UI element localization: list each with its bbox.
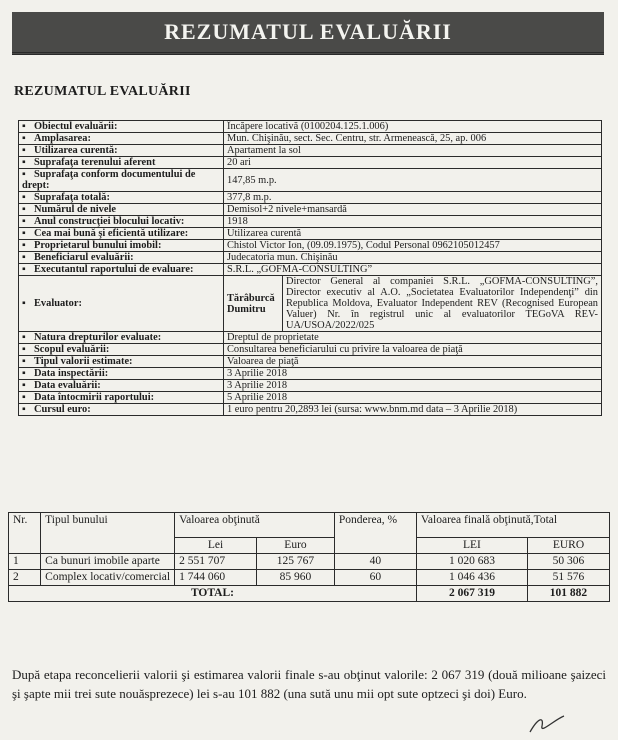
summary-row xyxy=(19,192,602,204)
summary-value: Consultarea beneficiarului cu privire la valoarea de piaţă xyxy=(224,344,602,356)
summary-key-label: Proprietarul bunului imobil: xyxy=(34,240,162,251)
summary-key xyxy=(19,216,224,228)
bullet-icon: ▪ xyxy=(22,145,26,156)
row-lei: 1 744 060 xyxy=(175,570,257,586)
summary-key-label: Data inspectării: xyxy=(34,368,109,379)
bullet-icon: ▪ xyxy=(22,392,26,403)
bullet-icon: ▪ xyxy=(22,264,26,275)
header-euro-final: EURO xyxy=(527,538,609,554)
summary-key xyxy=(19,276,224,332)
summary-row xyxy=(19,392,602,404)
header-tip: Tipul bunului xyxy=(41,513,175,554)
row-euro: 125 767 xyxy=(257,554,335,570)
summary-key xyxy=(19,368,224,380)
total-row xyxy=(9,586,610,602)
values-table xyxy=(8,512,610,602)
summary-key xyxy=(19,344,224,356)
evaluator-description: Director General al companiei S.R.L. „GOFMA-CONSULTING”, Director executiv al A.O. „Societatea Evaluatorilor Independenţi” din Republica Moldova, Evaluator Independent REV (Recognised European Valuer) Nr. în registrul unic al evaluatorilor TEGoVA REV-UA/USOA/2022/025 xyxy=(286,276,598,331)
summary-row xyxy=(19,264,602,276)
row-ponderea: 40 xyxy=(334,554,416,570)
summary-value: Demisol+2 nivele+mansardă xyxy=(224,204,602,216)
summary-value: 5 Aprilie 2018 xyxy=(224,392,602,404)
row-euro-final: 50 306 xyxy=(527,554,609,570)
bullet-icon: ▪ xyxy=(22,121,26,132)
summary-key xyxy=(19,204,224,216)
summary-key-label: Tipul valorii estimate: xyxy=(34,356,133,367)
section-heading: REZUMATUL EVALUĂRII xyxy=(14,84,191,99)
summary-row xyxy=(19,332,602,344)
summary-key xyxy=(19,228,224,240)
header-lei-final: LEI xyxy=(416,538,527,554)
summary-row xyxy=(19,169,602,192)
summary-key-label: Numărul de nivele xyxy=(34,204,116,215)
total-euro: 101 882 xyxy=(527,586,609,602)
summary-row xyxy=(19,344,602,356)
evaluator-key-label: Evaluator: xyxy=(34,298,82,309)
header-valoare: Valoarea obţinută xyxy=(175,513,335,538)
summary-value: 3 Aprilie 2018 xyxy=(224,380,602,392)
summary-value: 20 ari xyxy=(224,157,602,169)
summary-key xyxy=(19,380,224,392)
total-lei: 2 067 319 xyxy=(416,586,527,602)
summary-key-label: Suprafaţa totală: xyxy=(34,192,110,203)
bullet-icon: ▪ xyxy=(22,298,26,309)
bullet-icon: ▪ xyxy=(22,169,26,180)
summary-value: Dreptul de proprietate xyxy=(224,332,602,344)
summary-key-label: Beneficiarul evaluării: xyxy=(34,252,134,263)
row-lei: 2 551 707 xyxy=(175,554,257,570)
bullet-icon: ▪ xyxy=(22,332,26,343)
evaluator-cell xyxy=(224,276,602,332)
summary-key xyxy=(19,264,224,276)
header-ponderea: Ponderea, % xyxy=(334,513,416,554)
summary-key-label: Suprafaţa conform documentului de drept: xyxy=(22,169,196,191)
summary-value: 377,8 m.p. xyxy=(224,192,602,204)
bullet-icon: ▪ xyxy=(22,192,26,203)
bullet-icon: ▪ xyxy=(22,252,26,263)
bullet-icon: ▪ xyxy=(22,380,26,391)
row-euro-final: 51 576 xyxy=(527,570,609,586)
bullet-icon: ▪ xyxy=(22,344,26,355)
bullet-icon: ▪ xyxy=(22,404,26,415)
summary-row xyxy=(19,368,602,380)
header-nr: Nr. xyxy=(9,513,41,554)
summary-key-label: Data evaluării: xyxy=(34,380,101,391)
summary-key-label: Cea mai bună şi eficientă utilizare: xyxy=(34,228,189,239)
summary-key-label: Scopul evaluării: xyxy=(34,344,110,355)
bullet-icon: ▪ xyxy=(22,240,26,251)
summary-key xyxy=(19,145,224,157)
conclusion-paragraph: După etapa reconcelierii valorii şi estimarea valorii finale s-au obţinut valorile: 2 067 319 (două milioane şaizeci şi şapte mii trei sute nouăsprezece) lei s-au 101 882 (una sută unu mii opt sute optzeci şi doi) Euro. xyxy=(12,667,606,701)
row-lei-final: 1 046 436 xyxy=(416,570,527,586)
signature-mark xyxy=(520,712,580,736)
summary-value: Mun. Chişinău, sect. Sec. Centru, str. Armenească, 25, ap. 006 xyxy=(224,133,602,145)
summary-value: S.R.L. „GOFMA-CONSULTING” xyxy=(224,264,602,276)
summary-value: 3 Aprilie 2018 xyxy=(224,368,602,380)
summary-row xyxy=(19,157,602,169)
row-nr: 1 xyxy=(9,554,41,570)
bullet-icon: ▪ xyxy=(22,356,26,367)
row-tip: Complex locativ/comercial xyxy=(41,570,175,586)
summary-key xyxy=(19,392,224,404)
row-nr: 2 xyxy=(9,570,41,586)
summary-key xyxy=(19,356,224,368)
summary-key xyxy=(19,133,224,145)
summary-row xyxy=(19,145,602,157)
summary-key-label: Amplasarea: xyxy=(34,133,91,144)
summary-row xyxy=(19,380,602,392)
summary-key xyxy=(19,404,224,416)
bullet-icon: ▪ xyxy=(22,133,26,144)
summary-key-label: Anul construcţiei blocului locativ: xyxy=(34,216,185,227)
table-row xyxy=(9,554,610,570)
summary-key-label: Obiectul evaluării: xyxy=(34,121,118,132)
summary-key-label: Utilizarea curentă: xyxy=(34,145,118,156)
bullet-icon: ▪ xyxy=(22,157,26,168)
summary-key xyxy=(19,332,224,344)
row-lei-final: 1 020 683 xyxy=(416,554,527,570)
summary-row xyxy=(19,252,602,264)
bullet-icon: ▪ xyxy=(22,204,26,215)
header-euro: Euro xyxy=(257,538,335,554)
summary-value: Valoarea de piaţă xyxy=(224,356,602,368)
summary-value: 147,85 m.p. xyxy=(224,169,602,192)
summary-value: Chistol Victor Ion, (09.09.1975), Codul Personal 0962105012457 xyxy=(224,240,602,252)
summary-key xyxy=(19,169,224,192)
row-ponderea: 60 xyxy=(334,570,416,586)
row-tip: Ca bunuri imobile aparte xyxy=(41,554,175,570)
summary-key xyxy=(19,121,224,133)
summary-row xyxy=(19,133,602,145)
summary-key-label: Cursul euro: xyxy=(34,404,91,415)
summary-row xyxy=(19,356,602,368)
summary-value: Judecatoria mun. Chişinău xyxy=(224,252,602,264)
summary-value: Utilizarea curentă xyxy=(224,228,602,240)
summary-key-label: Suprafaţa terenului aferent xyxy=(34,157,156,168)
total-label: TOTAL: xyxy=(9,586,417,602)
summary-value: 1918 xyxy=(224,216,602,228)
banner-title: REZUMATUL EVALUĂRII xyxy=(12,12,604,55)
summary-value: Încăpere locativă (0100204.125.1.006) xyxy=(224,121,602,133)
summary-row xyxy=(19,228,602,240)
summary-key xyxy=(19,240,224,252)
summary-key-label: Natura drepturilor evaluate: xyxy=(34,332,162,343)
summary-row xyxy=(19,404,602,416)
bullet-icon: ▪ xyxy=(22,228,26,239)
evaluator-row xyxy=(19,276,602,332)
summary-key xyxy=(19,192,224,204)
row-euro: 85 960 xyxy=(257,570,335,586)
header-valoare-finala: Valoarea finală obţinută,Total xyxy=(416,513,609,538)
summary-value: Apartament la sol xyxy=(224,145,602,157)
bullet-icon: ▪ xyxy=(22,368,26,379)
header-lei: Lei xyxy=(175,538,257,554)
summary-value: 1 euro pentru 20,2893 lei (sursa: www.bnm.md data – 3 Aprilie 2018) xyxy=(224,404,602,416)
summary-key-label: Data întocmirii raportului: xyxy=(34,392,155,403)
summary-row xyxy=(19,204,602,216)
summary-row xyxy=(19,121,602,133)
summary-key xyxy=(19,157,224,169)
summary-key xyxy=(19,252,224,264)
summary-table xyxy=(18,120,602,416)
bullet-icon: ▪ xyxy=(22,216,26,227)
summary-row xyxy=(19,216,602,228)
table-row xyxy=(9,570,610,586)
summary-row xyxy=(19,240,602,252)
summary-key-label: Executantul raportului de evaluare: xyxy=(34,264,194,275)
evaluator-name: Tărâburcă Dumitru xyxy=(224,276,283,331)
